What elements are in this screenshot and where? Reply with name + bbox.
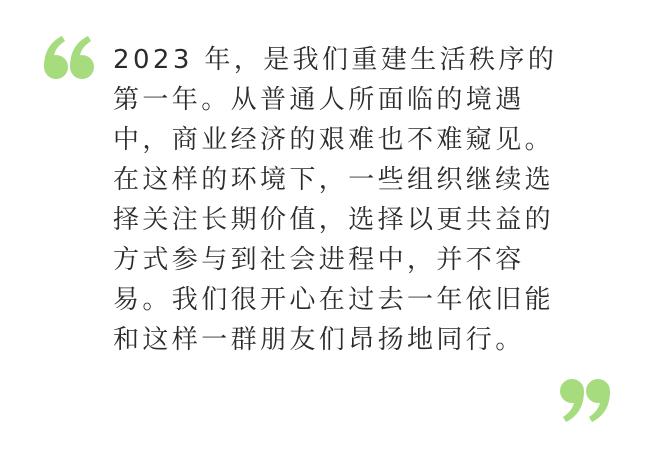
quote-line-7: 易。我们很开心在过去一年依旧能: [113, 285, 555, 315]
quote-line-8: 和这样一群朋友们昂扬地同行。: [113, 325, 525, 355]
quote-line-2: 第一年。从普通人所面临的境遇: [113, 85, 525, 115]
quote-line-3: 中，商业经济的艰难也不难窥见。: [113, 125, 555, 155]
quote-line-1: 2023 年，是我们重建生活秩序的: [113, 45, 558, 75]
open-quote-icon: [40, 30, 100, 90]
quote-line-6: 方式参与到社会进程中，并不容: [113, 245, 525, 275]
quote-line-5: 择关注长期价值，选择以更共益的: [113, 205, 555, 235]
quote-line-4: 在这样的环境下，一些组织继续选: [113, 165, 555, 195]
quote-text: [113, 40, 583, 360]
close-quote-icon: [554, 368, 614, 428]
